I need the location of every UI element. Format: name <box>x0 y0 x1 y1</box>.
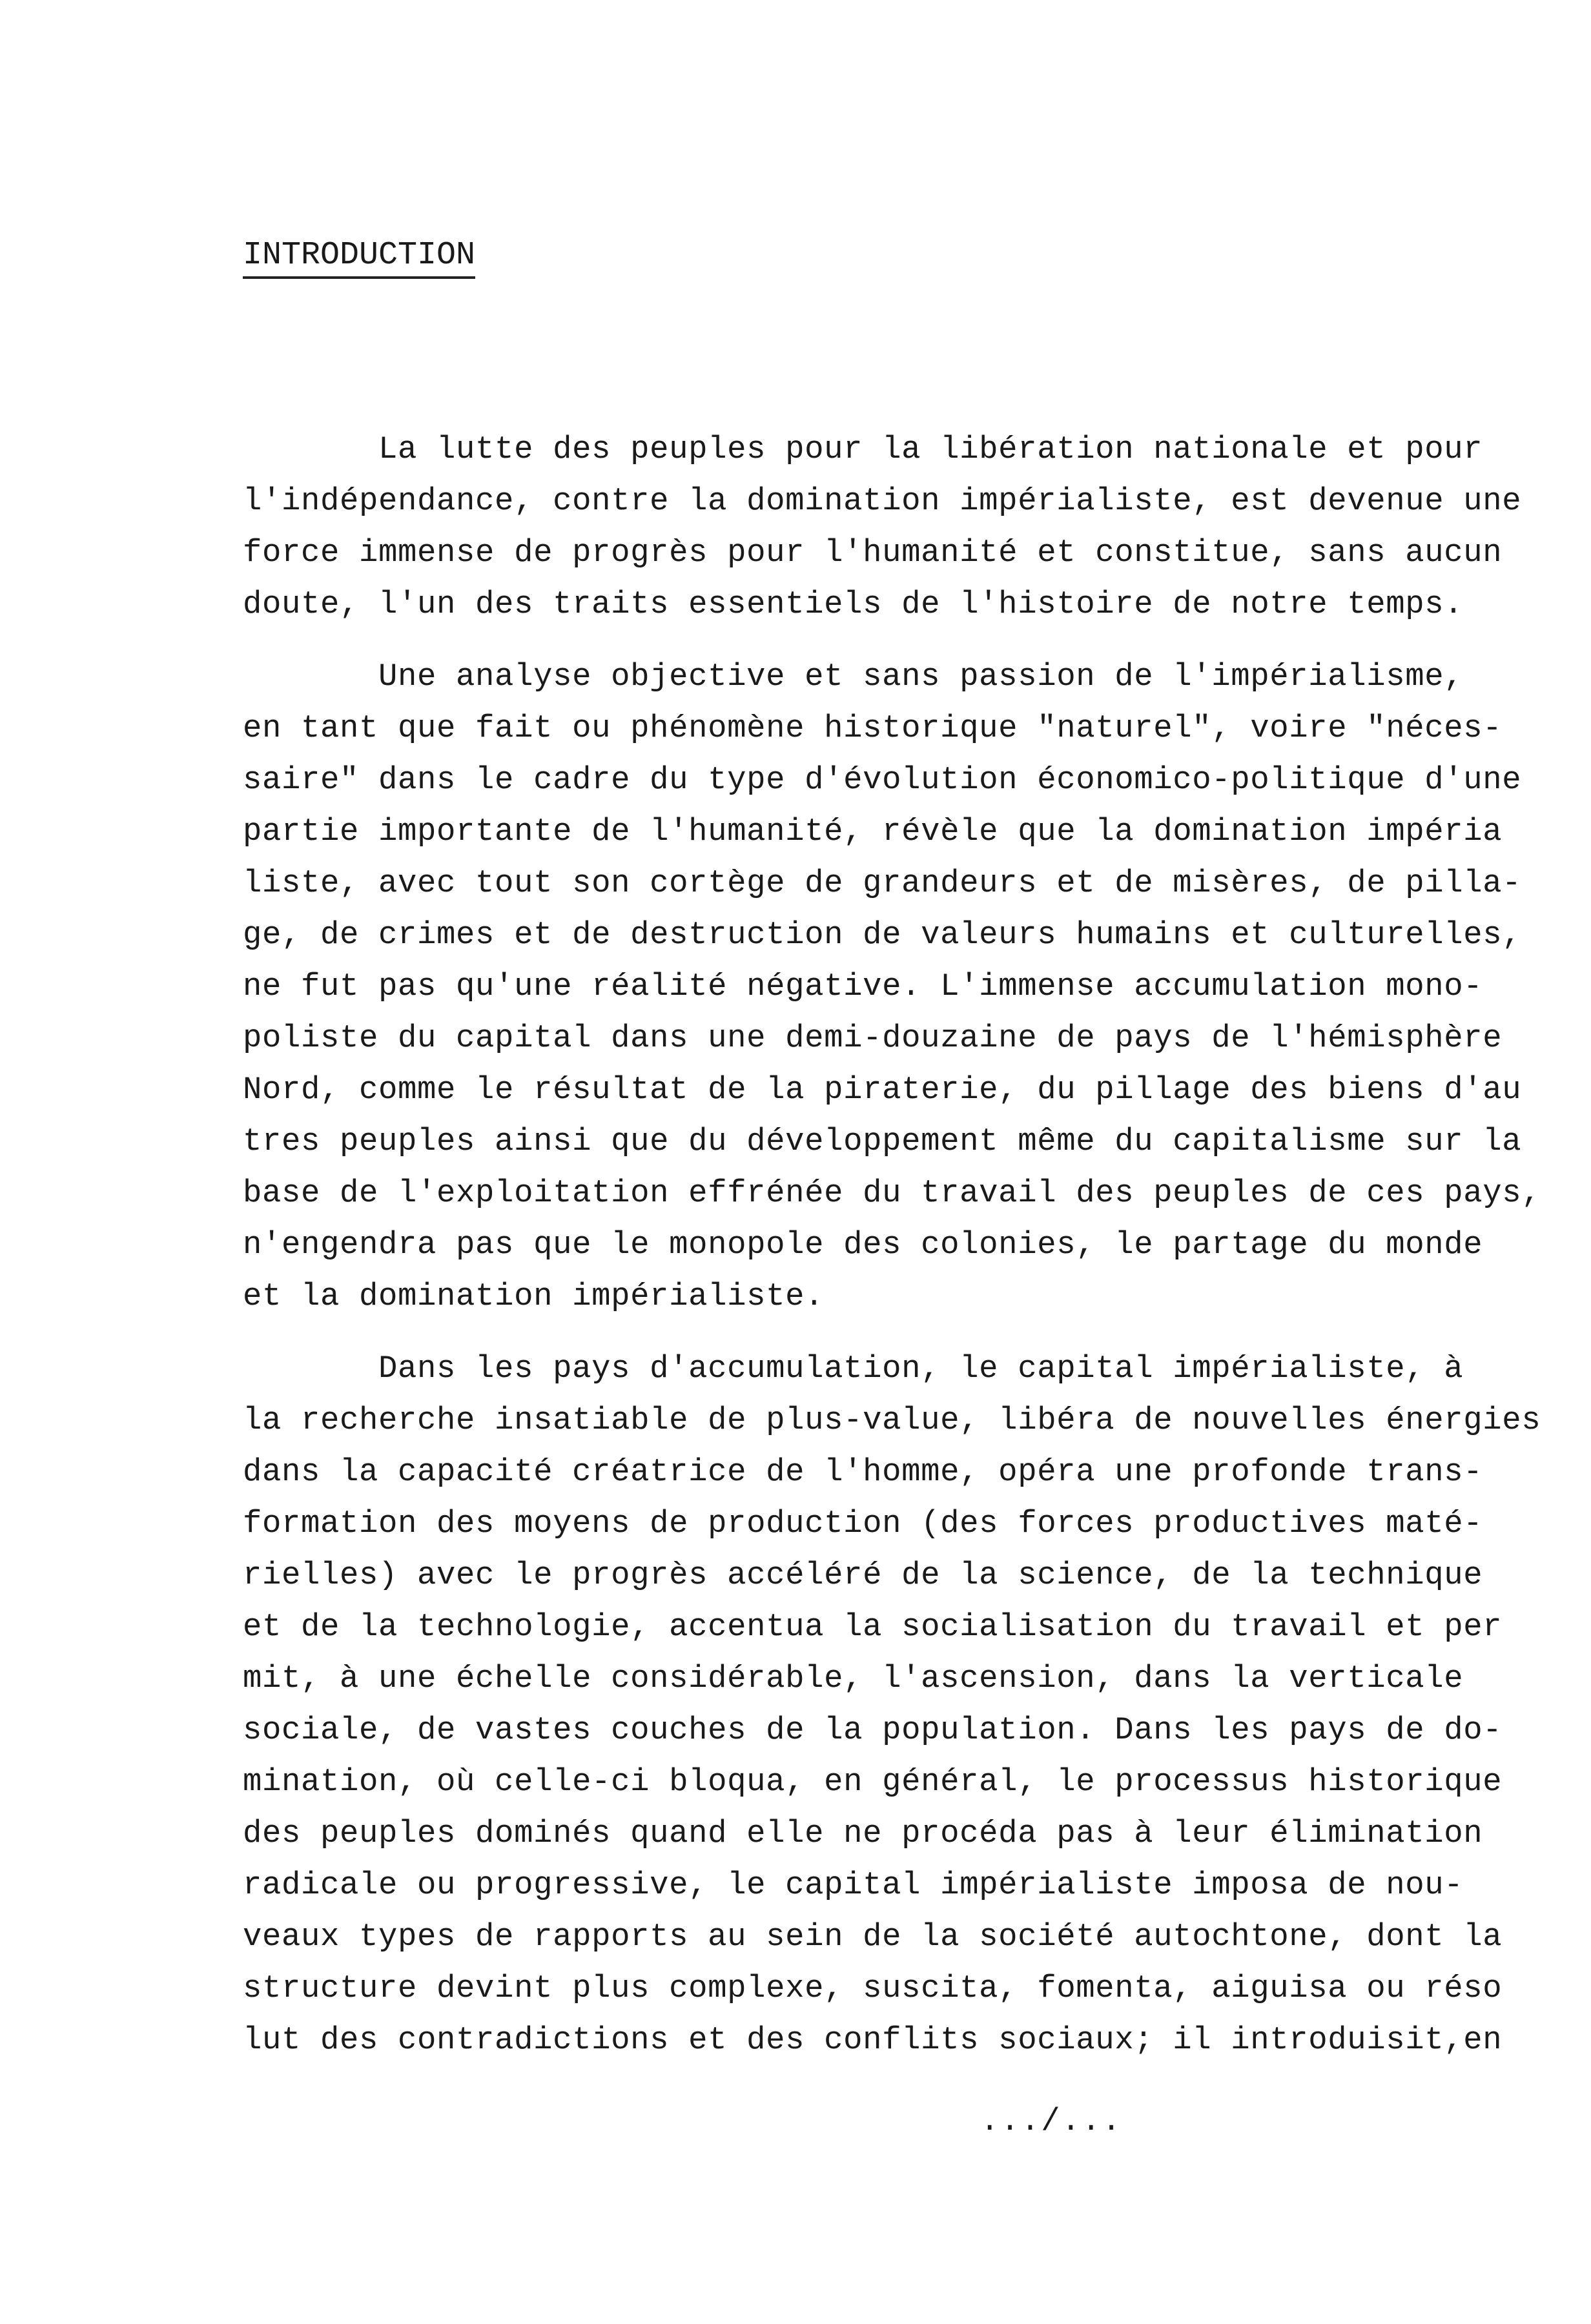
paragraph-3 <box>243 1343 1541 2066</box>
text-line: force immense de progrès pour l'humanité et constitue, sans aucun <box>243 535 1503 571</box>
text-line: liste, avec tout son cortège de grandeurs et de misères, de pilla- <box>243 865 1522 901</box>
text-line: en tant que fait ou phénomène historique "naturel", voire "néces- <box>243 710 1503 746</box>
text-line: rielles) avec le progrès accéléré de la science, de la technique <box>243 1557 1483 1593</box>
text-line: l'indépendance, contre la domination impérialiste, est devenue une <box>243 483 1522 519</box>
text-line: dans la capacité créatrice de l'homme, opéra une profonde trans- <box>243 1454 1483 1490</box>
text-line: La lutte des peuples pour la libération nationale et pour <box>243 431 1483 467</box>
text-line: n'engendra pas que le monopole des colonies, le partage du monde <box>243 1227 1483 1263</box>
text-line: doute, l'un des traits essentiels de l'histoire de notre temps. <box>243 586 1464 622</box>
text-line: tres peuples ainsi que du développement même du capitalisme sur la <box>243 1123 1522 1159</box>
text-line: et la domination impérialiste. <box>243 1278 825 1314</box>
text-line: lut des contradictions et des conflits sociaux; il introduisit,en <box>243 2022 1503 2058</box>
text-line: saire" dans le cadre du type d'évolution économico-politique d'une <box>243 762 1522 798</box>
text-line: des peuples dominés quand elle ne procéda pas à leur élimination <box>243 1815 1483 1851</box>
text-line: poliste du capital dans une demi-douzaine de pays de l'hémisphère <box>243 1020 1503 1056</box>
text-line: Dans les pays d'accumulation, le capital impérialiste, à <box>243 1351 1464 1387</box>
text-line: structure devint plus complexe, suscita, fomenta, aiguisa ou réso <box>243 1970 1503 2006</box>
text-line: veaux types de rapports au sein de la société autochtone, dont la <box>243 1919 1503 1955</box>
text-line: ge, de crimes et de destruction de valeurs humains et culturelles, <box>243 917 1522 953</box>
text-line: la recherche insatiable de plus-value, libéra de nouvelles énergies <box>243 1402 1541 1438</box>
text-line: et de la technologie, accentua la socialisation du travail et per <box>243 1609 1503 1645</box>
text-line: Nord, comme le résultat de la piraterie, du pillage des biens d'au <box>243 1072 1522 1108</box>
continuation-mark: .../... <box>980 2103 1122 2139</box>
text-line: ne fut pas qu'une réalité négative. L'immense accumulation mono- <box>243 968 1483 1004</box>
paragraph-2 <box>243 651 1541 1322</box>
text-line: radicale ou progressive, le capital impérialiste imposa de nou- <box>243 1867 1464 1903</box>
text-line: formation des moyens de production (des forces productives maté- <box>243 1505 1483 1542</box>
text-line: mination, où celle-ci bloqua, en général, le processus historique <box>243 1764 1503 1800</box>
text-line: partie importante de l'humanité, révèle que la domination impéria <box>243 813 1503 850</box>
text-line: base de l'exploitation effrénée du travail des peuples de ces pays, <box>243 1175 1541 1211</box>
paragraph-gap <box>243 630 1521 651</box>
page-heading: INTRODUCTION <box>243 236 475 279</box>
text-line: Une analyse objective et sans passion de l'impérialisme, <box>243 658 1464 695</box>
paragraph-gap <box>243 1322 1521 1343</box>
body-text <box>243 423 1541 2066</box>
paragraph-1 <box>243 423 1521 630</box>
text-line: sociale, de vastes couches de la population. Dans les pays de do- <box>243 1712 1503 1748</box>
text-line: mit, à une échelle considérable, l'ascension, dans la verticale <box>243 1660 1464 1697</box>
